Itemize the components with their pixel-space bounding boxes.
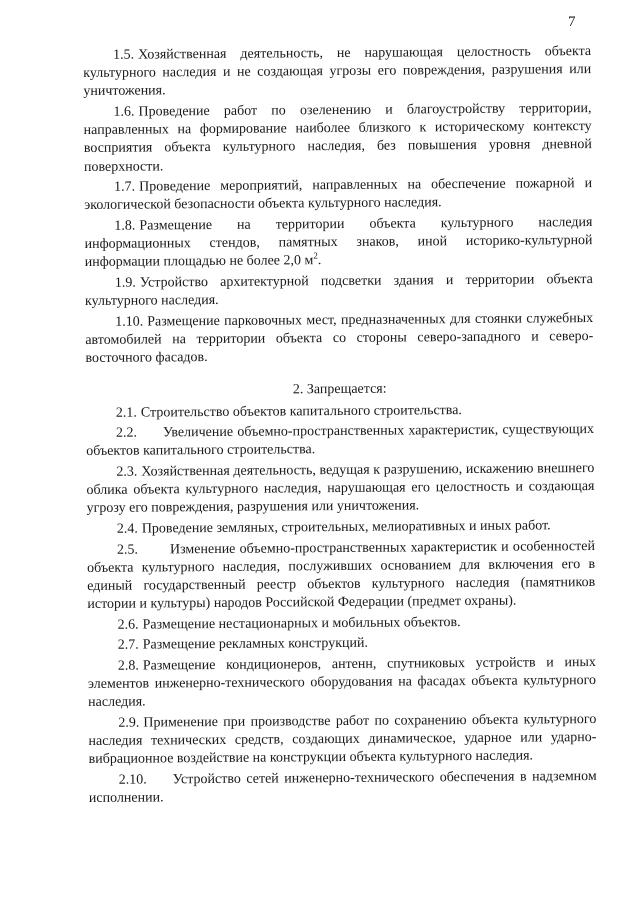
item-text: [84, 215, 592, 270]
item-text: Размещение кондиционеров, антенн, спутниковых устройств и иных элементов инженерно-технического оборудования на фасадах объекта культурного наследия.: [87, 654, 597, 711]
item-text: Увеличение объемно-пространственных характеристик, существующих объектов капитального строительства.: [86, 422, 595, 460]
list-item: [87, 613, 595, 635]
list-item: [86, 460, 594, 519]
item-text: Размещение рекламных конструкций.: [142, 636, 369, 653]
item-text: Размещение парковочных мест, предназначенных для стоянки служебных автомобилей на территории объекта со стороны северо-западного и северо-восточного фасадов.: [85, 310, 594, 367]
item-text: Строительство объектов капитального строительства.: [140, 402, 462, 421]
item-number: 1.8.: [114, 218, 136, 234]
item-text: Изменение объемно-пространственных характеристик и особенностей объекта культурного наследия, послуживших основанием для включения его в единый государственный реестр объектов культурного наследия (памятников истории и культуры) народов Российской Федерации (предмет охраны).: [87, 538, 596, 613]
item-number: 1.7.: [114, 179, 136, 195]
item-text: Хозяйственная деятельность, не нарушающая целостность объекта культурного наследия и не создающая угрозы его повреждения, разрушения или уничтожения.: [83, 44, 592, 100]
item-text: Хозяйственная деятельность, ведущая к разрушению, искажению внешнего облика объекта культурного наследия, нарушающая его целостность и создающая угрозу его повреждения, разрушения или уничтожения.: [86, 460, 595, 517]
list-item: [83, 100, 592, 177]
list-item: [86, 421, 594, 461]
item-number: 1.6.: [113, 104, 135, 120]
document-body: [83, 43, 597, 811]
item-number: 2.9.: [118, 715, 140, 731]
item-number: 2.3.: [116, 464, 138, 480]
list-item: [88, 711, 596, 770]
item-number: 1.10.: [115, 314, 144, 330]
list-item: [84, 214, 592, 273]
item-number: 2.5.: [116, 542, 139, 558]
item-text: Устройство сетей инженерно-технического обеспечения в надземном исполнении.: [88, 768, 597, 807]
item-number: 1.9.: [114, 275, 136, 291]
list-item: [85, 310, 593, 369]
item-text: Проведение мероприятий, направленных на обеспечение пожарной и экологической безопасности объекта культурного наследия.: [84, 176, 593, 214]
item-text: Устройство архитектурной подсветки здания и территории объекта культурного наследия.: [84, 272, 593, 310]
page-number: 7: [568, 14, 576, 30]
item-number: 2.8.: [117, 658, 139, 674]
item-text: Проведение работ по озеленению и благоустройству территории, направленных на формирование наиболее близкого к историческому контексту восприятия объекта культурного наследия, без повышения уровня дневной поверхности.: [83, 101, 592, 175]
item-number: 1.5.: [113, 47, 135, 63]
list-item: [87, 517, 595, 539]
item-number: 2.4.: [116, 521, 138, 537]
item-number: 2.6.: [117, 617, 139, 633]
list-item: [88, 654, 596, 713]
item-text: Размещение нестационарных и мобильных объектов.: [142, 614, 461, 633]
item-text-end: .: [317, 253, 322, 269]
item-number: 2.7.: [117, 637, 139, 654]
list-item: [86, 401, 594, 423]
item-text: Проведение земляных, строительных, мелиоративных и иных работ.: [141, 518, 551, 537]
list-item: [83, 43, 591, 102]
list-item: [85, 271, 593, 311]
section-heading: 2. Запрещается:: [292, 382, 387, 398]
item-number: 2.2.: [115, 425, 138, 441]
item-number: 2.10.: [118, 772, 147, 788]
list-item: [87, 538, 596, 615]
list-item: [84, 175, 592, 215]
item-number: 2.1.: [115, 405, 137, 421]
superscript: 2: [313, 250, 318, 261]
item-text-main: Размещение на территории объекта культурного наследия информационных стендов, памятных знаков, иной историко-культурной информации площадью не более 2,0 м: [84, 215, 593, 271]
list-item: [89, 768, 597, 808]
list-item: [88, 633, 596, 655]
item-text: Применение при производстве работ по сохранению объекта культурного наследия технических средств, создающих динамическое, ударное или ударно-вибрационное воздействие на конструкции объекта культурного наследия.: [88, 711, 597, 768]
